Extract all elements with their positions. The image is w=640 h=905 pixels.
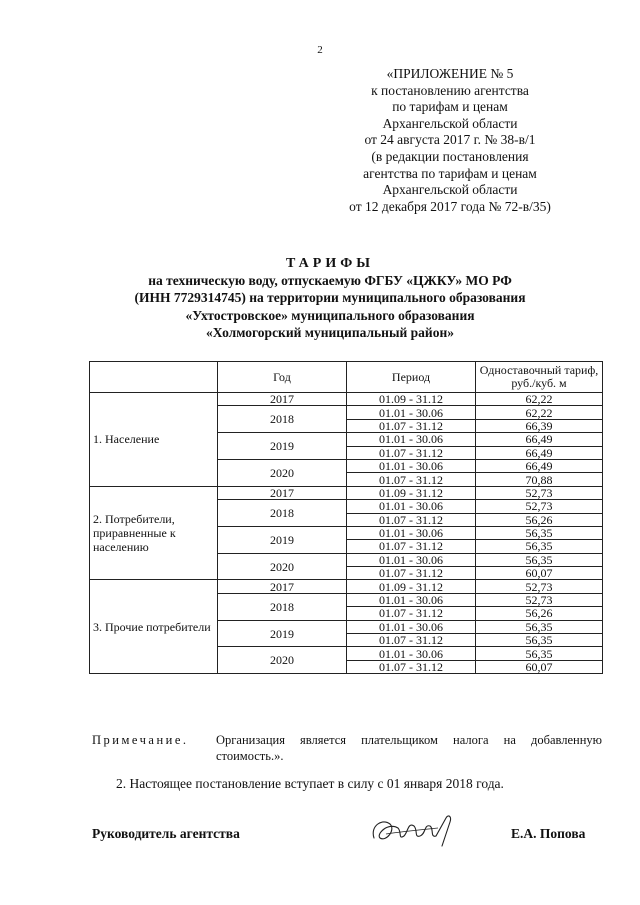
- title-line: «Холмогорский муниципальный район»: [206, 324, 454, 340]
- cell-year: 2018: [218, 500, 347, 527]
- page-number: 2: [317, 44, 323, 56]
- cell-year: 2020: [218, 553, 347, 580]
- cell-period: 01.07 - 31.12: [347, 634, 476, 647]
- cell-period: 01.01 - 30.06: [347, 459, 476, 472]
- appendix-line: «ПРИЛОЖЕНИЕ № 5: [386, 66, 514, 81]
- title-line: «Ухтостровское» муниципального образования: [185, 307, 475, 323]
- cell-tariff: 66,49: [476, 459, 603, 472]
- cell-year: 2017: [218, 580, 347, 593]
- cell-period: 01.01 - 30.06: [347, 553, 476, 566]
- header-period: Период: [347, 362, 476, 393]
- header-year: Год: [218, 362, 347, 393]
- table-row: [90, 486, 603, 499]
- cell-tariff: 60,07: [476, 660, 603, 673]
- cell-tariff: 52,73: [476, 486, 603, 499]
- cell-tariff: 56,35: [476, 647, 603, 660]
- cell-period: 01.09 - 31.12: [347, 580, 476, 593]
- cell-tariff: 56,26: [476, 513, 603, 526]
- cell-tariff: 52,73: [476, 593, 603, 606]
- cell-period: 01.09 - 31.12: [347, 393, 476, 406]
- tariff-table-body: [90, 393, 603, 674]
- cell-period: 01.07 - 31.12: [347, 660, 476, 673]
- title-main: ТАРИФЫ: [286, 256, 374, 271]
- note-text: Организация является плательщиком налога на добавленную стоимость.».: [216, 733, 602, 763]
- cell-year: 2019: [218, 526, 347, 553]
- cell-period: 01.07 - 31.12: [347, 513, 476, 526]
- table-row: [90, 580, 603, 593]
- cell-year: 2019: [218, 620, 347, 647]
- closing-clause: 2. Настоящее постановление вступает в силу с 01 января 2018 года.: [116, 776, 504, 791]
- cell-tariff: 66,49: [476, 446, 603, 459]
- cell-period: 01.01 - 30.06: [347, 593, 476, 606]
- appendix-block: [330, 66, 570, 215]
- title-line: на техническую воду, отпускаемую ФГБУ «ЦЖКУ» МО РФ: [148, 273, 512, 289]
- appendix-line: к постановлению агентства: [371, 82, 529, 98]
- cell-period: 01.07 - 31.12: [347, 473, 476, 486]
- cell-tariff: 56,35: [476, 540, 603, 553]
- cell-period: 01.07 - 31.12: [347, 607, 476, 620]
- appendix-line: от 12 декабря 2017 года № 72-в/35): [349, 198, 551, 214]
- cell-period: 01.07 - 31.12: [347, 567, 476, 580]
- cell-tariff: 56,35: [476, 553, 603, 566]
- table-header-row: [90, 362, 603, 393]
- cell-year: 2018: [218, 406, 347, 433]
- cell-tariff: 70,88: [476, 473, 603, 486]
- appendix-line: от 24 августа 2017 г. № 38-в/1: [364, 132, 536, 148]
- cell-period: 01.01 - 30.06: [347, 647, 476, 660]
- cell-period: 01.01 - 30.06: [347, 620, 476, 633]
- appendix-line: Архангельской области: [382, 182, 518, 198]
- cell-year: 2020: [218, 647, 347, 674]
- cell-category: 2. Потребители, приравненные к населению: [90, 486, 218, 580]
- cell-period: 01.01 - 30.06: [347, 406, 476, 419]
- cell-tariff: 52,73: [476, 580, 603, 593]
- cell-tariff: 56,35: [476, 620, 603, 633]
- cell-tariff: 52,73: [476, 500, 603, 513]
- cell-year: 2020: [218, 459, 347, 486]
- signatory-name: Е.А. Попова: [511, 826, 586, 841]
- header-category: [90, 362, 218, 393]
- cell-period: 01.07 - 31.12: [347, 446, 476, 459]
- cell-tariff: 56,35: [476, 634, 603, 647]
- cell-period: 01.09 - 31.12: [347, 486, 476, 499]
- cell-year: 2017: [218, 393, 347, 406]
- appendix-line: по тарифам и ценам: [392, 99, 508, 115]
- header-tariff: Одноставочный тариф, руб./куб. м: [476, 362, 603, 393]
- cell-category: 3. Прочие потребители: [90, 580, 218, 674]
- tariff-table: [89, 361, 603, 674]
- cell-period: 01.01 - 30.06: [347, 500, 476, 513]
- cell-tariff: 62,22: [476, 406, 603, 419]
- handwritten-signature: [368, 808, 458, 852]
- cell-year: 2018: [218, 593, 347, 620]
- cell-period: 01.07 - 31.12: [347, 540, 476, 553]
- cell-tariff: 56,26: [476, 607, 603, 620]
- cell-period: 01.01 - 30.06: [347, 526, 476, 539]
- cell-tariff: 66,39: [476, 419, 603, 432]
- signatory-role: Руководитель агентства: [92, 826, 240, 841]
- cell-period: 01.01 - 30.06: [347, 433, 476, 446]
- table-row: [90, 393, 603, 406]
- cell-category: 1. Население: [90, 393, 218, 487]
- cell-period: 01.07 - 31.12: [347, 419, 476, 432]
- note-label: Примечание.: [92, 733, 189, 747]
- cell-tariff: 56,35: [476, 526, 603, 539]
- cell-year: 2019: [218, 433, 347, 460]
- appendix-line: агентства по тарифам и ценам: [363, 165, 537, 181]
- appendix-line: Архангельской области: [382, 115, 518, 131]
- cell-tariff: 66,49: [476, 433, 603, 446]
- document-title: [60, 255, 600, 341]
- cell-tariff: 62,22: [476, 393, 603, 406]
- cell-year: 2017: [218, 486, 347, 499]
- appendix-line: (в редакции постановления: [371, 148, 529, 164]
- title-line: (ИНН 7729314745) на территории муниципального образования: [134, 290, 526, 306]
- cell-tariff: 60,07: [476, 567, 603, 580]
